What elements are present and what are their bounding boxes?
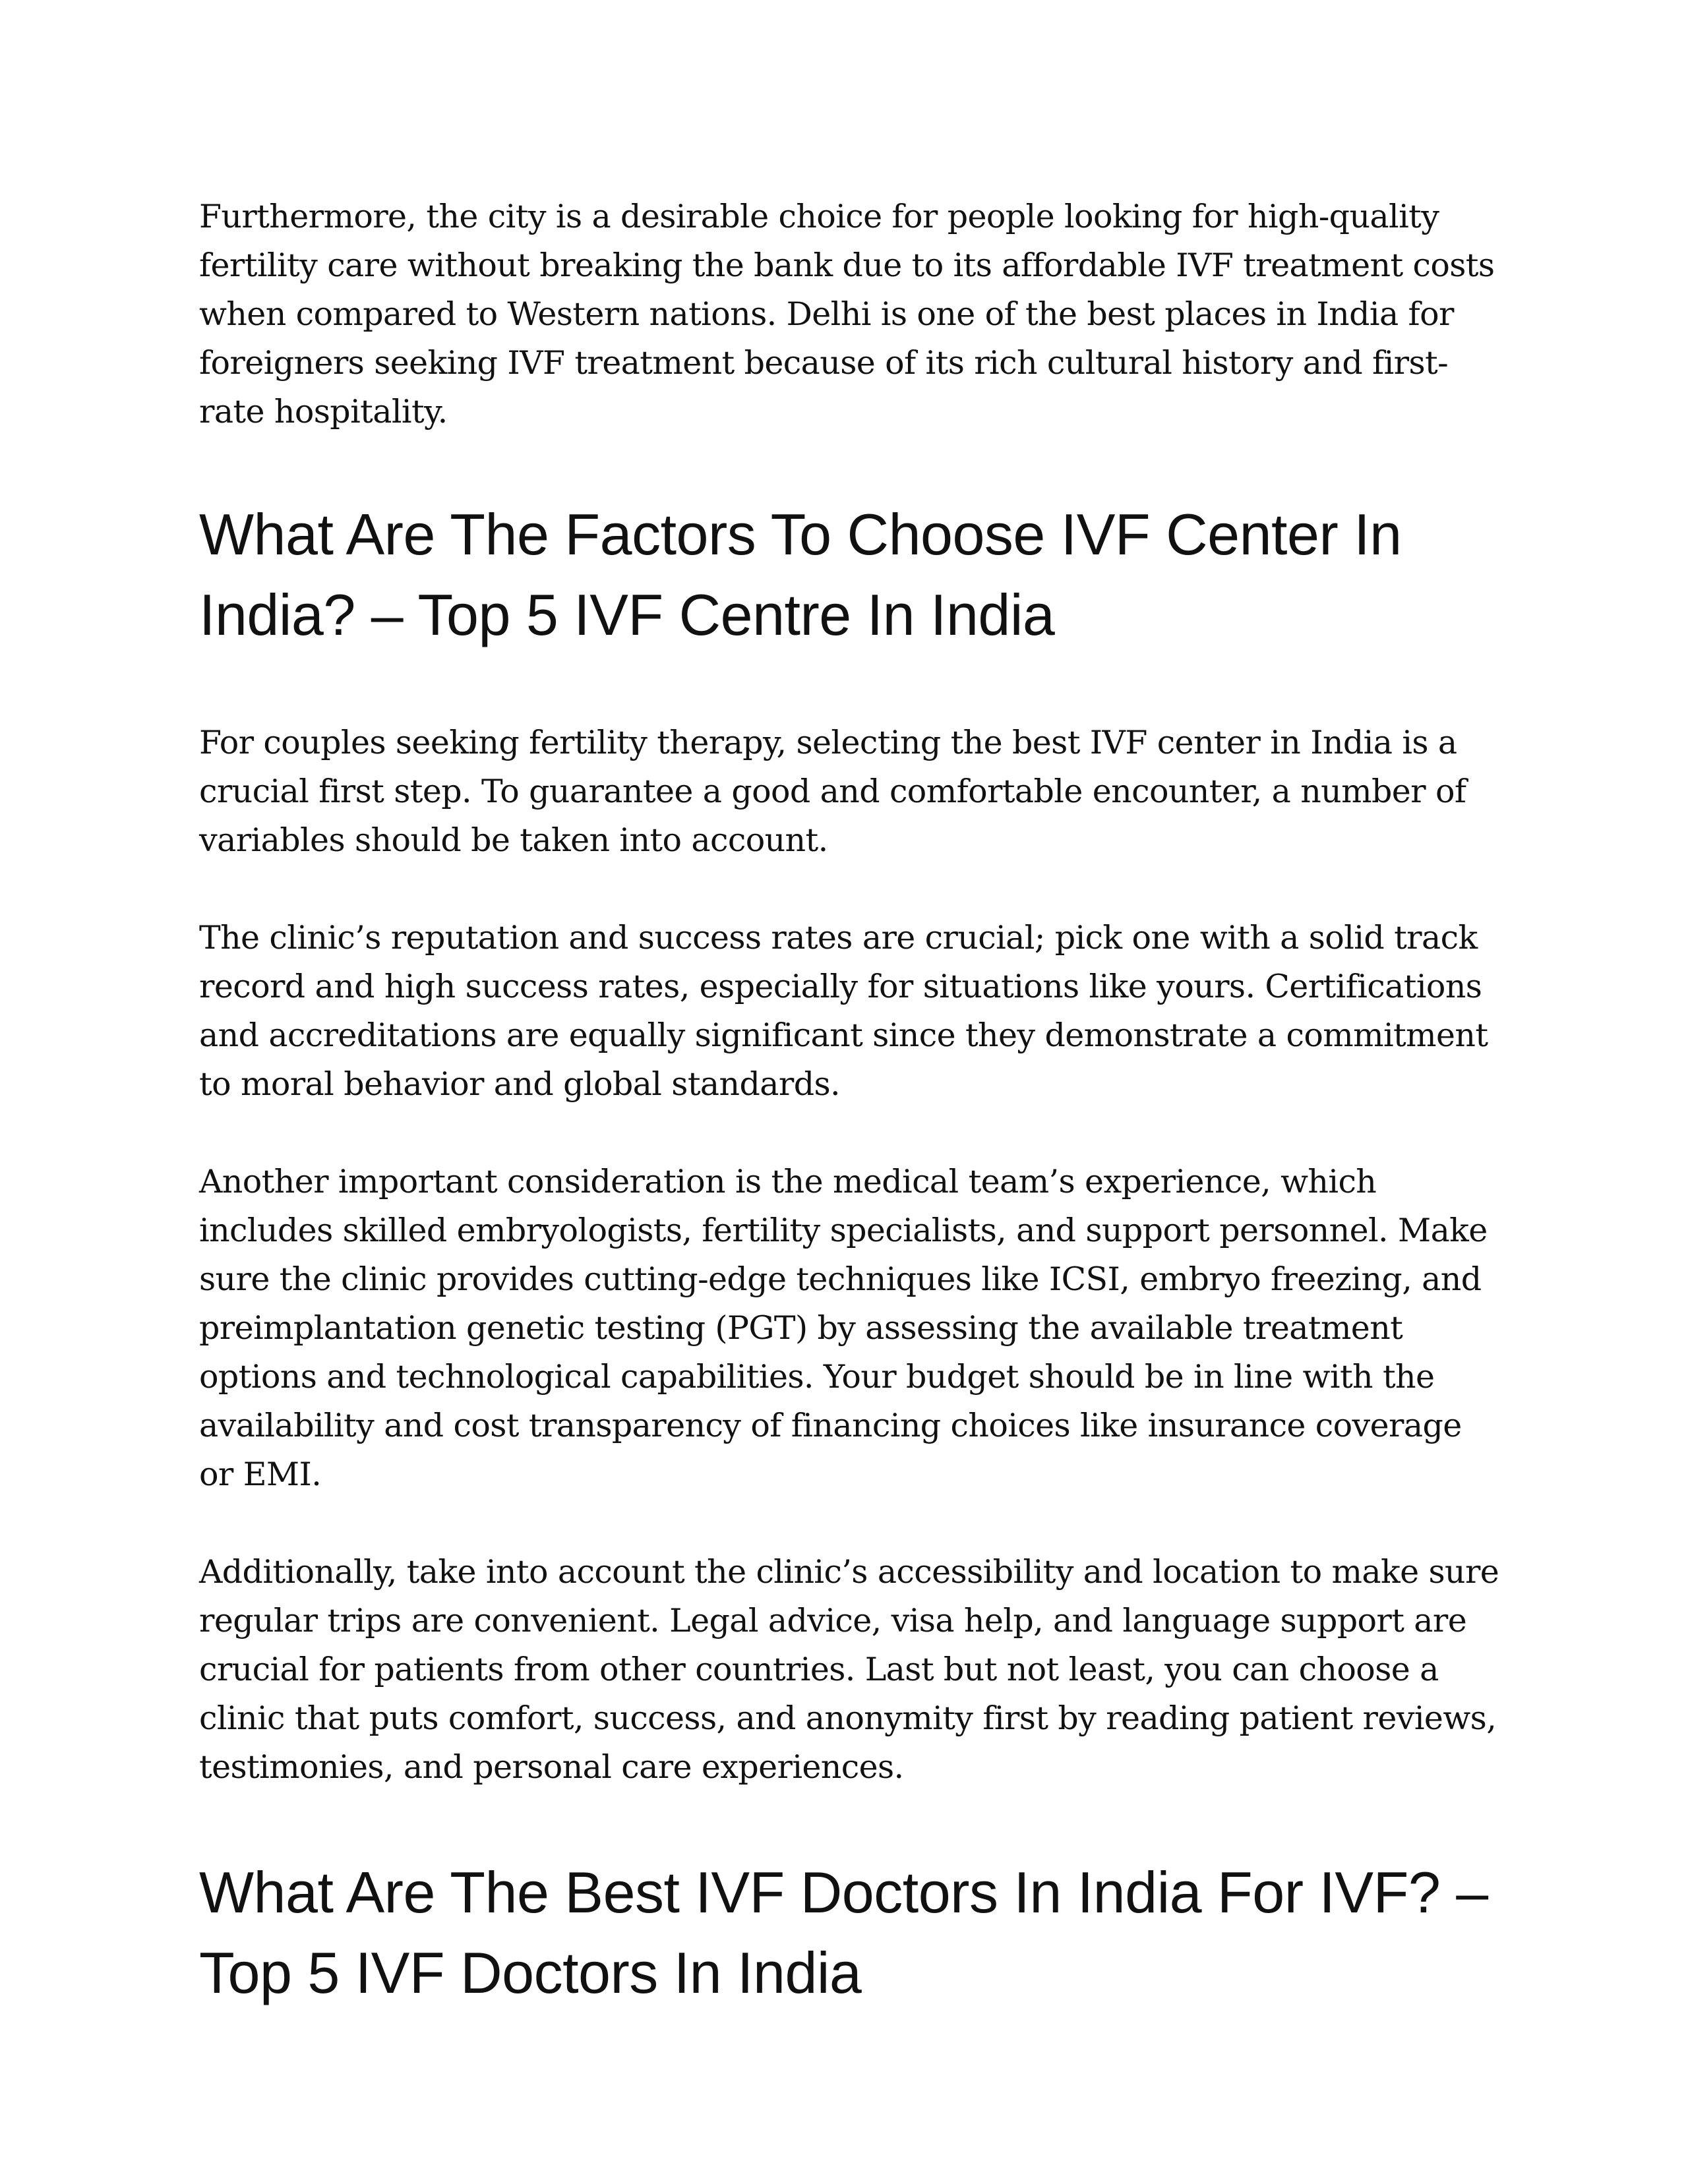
heading-factors-ivf-center: What Are The Factors To Choose IVF Center In India? – Top 5 IVF Centre In India bbox=[199, 502, 1402, 647]
heading-best-ivf-doctors: What Are The Best IVF Doctors In India For IVF? – Top 5 IVF Doctors In India bbox=[199, 1860, 1488, 2005]
paragraph-medical-team: Another important consideration is the medical team’s experience, which includes skilled embryologists, fertility specialists, and support personnel. Make sure the clinic provides cutting-edge techniques like ICSI, embryo freezing, and preimplantation genetic testing (PGT) by assessing the available treatment options and technological capabilities. Your budget should be in line with the availability and cost transparency of financing choices like insurance coverage or EMI. bbox=[199, 1163, 1488, 1493]
paragraph-accessibility: Additionally, take into account the clinic’s accessibility and location to make sure regular trips are convenient. Legal advice, visa help, and language support are crucial for patients from other countries. Last but not least, you can choose a clinic that puts comfort, success, and anonymity first by reading patient reviews, testimonies, and personal care experiences. bbox=[199, 1553, 1499, 1786]
paragraph-reputation-success: The clinic’s reputation and success rates are crucial; pick one with a solid track record and high success rates, especially for situations like yours. Certifications and accreditations are equally significant since they demonstrate a commitment to moral behavior and global standards. bbox=[199, 919, 1488, 1103]
paragraph-delhi-affordability: Furthermore, the city is a desirable choice for people looking for high-quality fertility care without breaking the bank due to its affordable IVF treatment costs when compared to Western nations. Delhi is one of the best places in India for foreigners seeking IVF treatment because of its rich cultural history and first-rate hospitality. bbox=[199, 198, 1495, 430]
paragraph-selecting-center: For couples seeking fertility therapy, selecting the best IVF center in India is a crucial first step. To guarantee a good and comfortable encounter, a number of variables should be taken into account. bbox=[199, 724, 1466, 859]
document-body bbox=[199, 192, 1505, 2013]
